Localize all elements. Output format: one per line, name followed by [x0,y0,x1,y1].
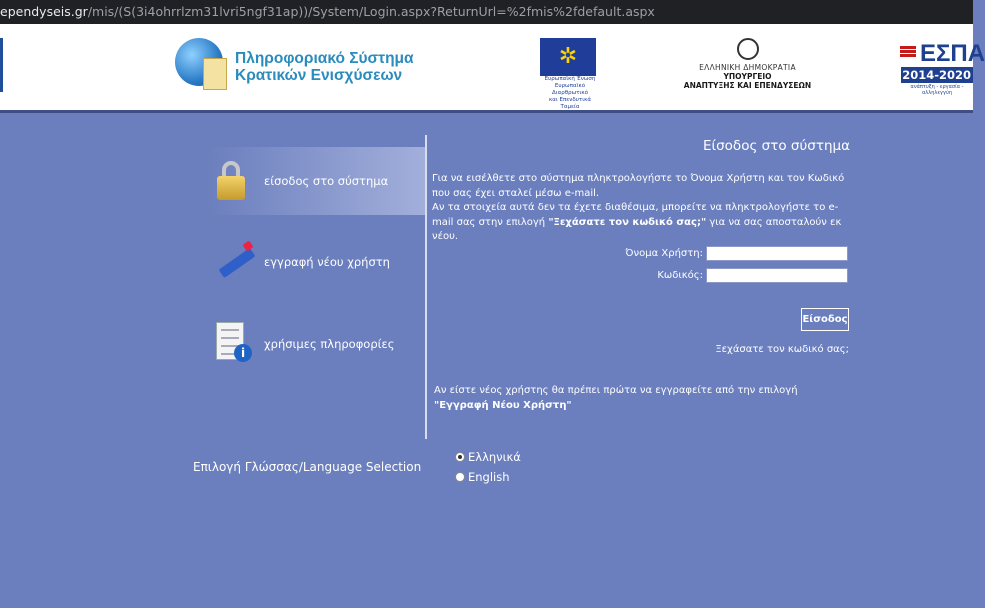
radio-selected-icon[interactable] [455,452,465,462]
espa-tagline: ανάπτυξη - εργασία - αλληλεγγύη [910,84,964,96]
pen-icon [214,240,250,282]
info-document-icon: i [214,322,250,364]
password-input[interactable] [706,268,848,283]
eu-caption-line2: Ευρωπαϊκό Διαρθρωτικό [552,83,588,96]
language-selection-label: Επιλογή Γλώσσας/Language Selection [193,460,422,474]
page-header [0,24,985,113]
login-instructions [432,172,848,245]
language-option-greek[interactable] [455,450,521,464]
system-name-line2: Κρατικών Ενισχύσεων [235,67,403,84]
password-label: Κωδικός: [657,270,703,281]
new-user-note [434,384,848,413]
lock-icon [214,159,250,201]
intro-line2-suffix: για να σας αποσταλούν εκ νέου. [432,216,842,242]
sidebar-item-label: εγγραφή νέου χρήστη [264,255,390,269]
sidebar-item-label: είσοδος στο σύστημα [264,174,389,188]
document-icon [203,58,227,90]
eu-caption-line1: Ευρωπαϊκή Ένωση [544,76,596,82]
new-user-text: Αν είστε νέος χρήστης θα πρέπει πρώτα να εγγραφείτε από την επιλογή [434,385,798,396]
espa-logo [898,40,985,96]
language-option-english[interactable] [455,470,510,484]
espa-years: 2014-2020 [902,68,971,82]
language-option-label: Ελληνικά [468,450,521,464]
intro-line1: Για να εισέλθετε στο σύστημα πληκτρολογήστε το Όνομα Χρήστη και τον Κωδικό που σας έχει σταλεί μέσω e-mail. [432,173,845,199]
ministry-line1: ΕΛΛΗΝΙΚΗ ΔΗΜΟΚΡΑΤΙΑ [699,63,796,72]
login-title: Είσοδος στο σύστημα [703,138,850,154]
greek-emblem-icon [737,38,759,60]
username-label: Όνομα Χρήστη: [625,248,703,259]
url-path: /mis/(S(3i4ohrrlzm31lvri5ngf31ap))/System/Login.aspx?ReturnUrl=%2fmis%2fdefault.aspx [87,4,655,19]
system-logo[interactable] [175,36,414,98]
espa-title: ΕΣΠΑ [920,40,985,67]
sidebar-item-label: χρήσιμες πληροφορίες [264,337,395,351]
sidebar-item-useful-info[interactable] [208,310,426,378]
intro-forgot-reference: "Ξεχάσατε τον κωδικό σας;" [548,216,707,228]
eu-logo [540,38,600,110]
url-host: ependyseis.gr [0,4,88,19]
forgot-password-link[interactable]: Ξεχάσατε τον κωδικό σας; [715,344,849,355]
ministry-logo [680,38,815,90]
system-name-line1: Πληροφοριακό Σύστημα [235,50,414,67]
ministry-line2: ΥΠΟΥΡΓΕΙΟ [723,72,772,81]
address-bar[interactable] [0,0,973,24]
sidebar-item-login[interactable] [208,147,426,215]
language-option-label: English [468,470,510,484]
eu-flag-icon: ✲ [540,38,596,76]
username-input[interactable] [706,246,848,261]
vertical-divider [425,135,427,439]
partial-logo-left [0,38,16,92]
login-button[interactable]: Είσοδος [801,308,849,331]
radio-unselected-icon[interactable] [455,472,465,482]
eu-caption-line3: και Επενδυτικά Ταμεία [549,97,591,110]
sidebar-item-register[interactable] [208,228,426,296]
intro-line2-prefix: Αν τα στοιχεία αυτά δεν τα έχετε διαθέσιμα, μπορείτε να πληκτρολογήστε το e-mail σας στην επιλογή [432,202,839,228]
ministry-line3: ΑΝΑΠΤΥΞΗΣ ΚΑΙ ΕΠΕΝΔΥΣΕΩΝ [683,81,812,90]
new-user-link[interactable]: "Εγγραφή Νέου Χρήστη" [434,399,572,411]
espa-flag-icon [900,46,916,58]
